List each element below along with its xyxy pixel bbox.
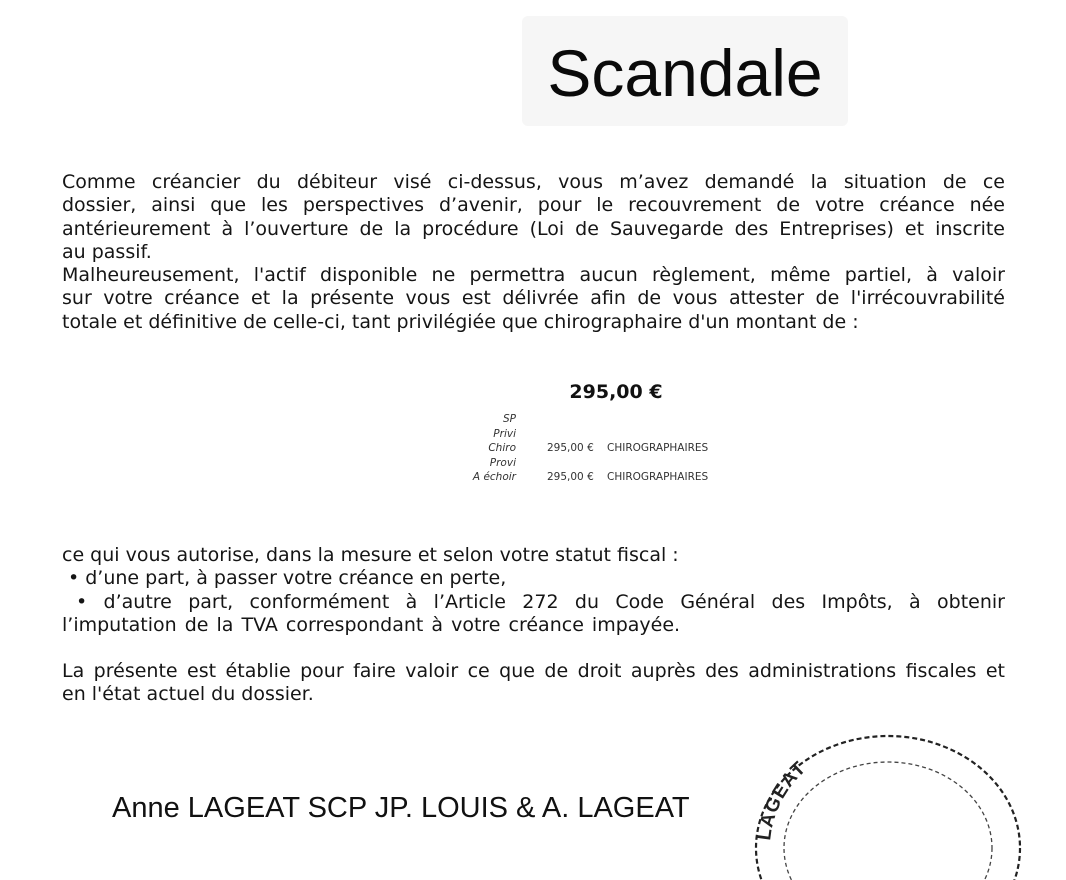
breakdown-amount: 295,00 € (547, 471, 594, 483)
paragraph-line: dossier, ainsi que les perspectives d’avenir, pour le recouvrement de votre créance née (62, 194, 1005, 217)
fiscal-bullet-vat: • d’autre part, conformément à l’Article 272 du Code Général des Impôts, à obtenir (76, 590, 1005, 613)
closing-paragraph (62, 660, 1005, 707)
claim-breakdown (440, 412, 760, 485)
breakdown-row (440, 427, 760, 442)
fiscal-intro: ce qui vous autorise, dans la mesure et selon votre statut fiscal : (62, 544, 679, 566)
claim-total: 295,00 € (569, 381, 663, 403)
paragraph-line: sur votre créance et la présente vous est délivrée afin de vous attester de l'irrécouvrabilité (62, 287, 1005, 310)
breakdown-amount: 295,00 € (547, 442, 594, 454)
breakdown-row (440, 412, 760, 427)
breakdown-type: CHIROGRAPHAIRES (607, 471, 709, 483)
closing-line: en l'état actuel du dossier. (62, 683, 314, 706)
stamp-inner-ring (784, 762, 992, 880)
paragraph-line: antérieurement à l’ouverture de la procédure (Loi de Sauvegarde des Entreprises) et inscrite (62, 217, 1005, 240)
fiscal-bullet-vat-continued: l’imputation de la TVA correspondant à votre créance impayée. (62, 613, 681, 636)
fiscal-bullet-loss: • d’une part, à passer votre créance en perte, (68, 567, 507, 590)
breakdown-type: CHIROGRAPHAIRES (607, 442, 709, 454)
paragraph-request (62, 171, 1005, 264)
paragraph-line: au passif. (62, 240, 152, 263)
breakdown-label: Chiro (488, 442, 516, 454)
title-box (522, 16, 848, 126)
breakdown-label: A échoir (472, 471, 516, 483)
paragraph-irrecoverable (62, 264, 1005, 334)
document-title: Scandale (547, 36, 823, 110)
signature-line: Anne LAGEAT SCP JP. LOUIS & A. LAGEAT (112, 792, 690, 824)
breakdown-row (440, 456, 760, 471)
breakdown-label: Privi (493, 427, 516, 440)
official-stamp (740, 730, 1040, 880)
closing-line: La présente est établie pour faire valoir ce que de droit auprès des administrations fiscales et (62, 660, 1005, 682)
breakdown-label: Provi (489, 456, 516, 469)
breakdown-row (440, 470, 760, 485)
paragraph-line: Malheureusement, l'actif disponible ne permettra aucun règlement, même partiel, à valoir (62, 264, 1005, 286)
stamp-text: LAGEAT (754, 757, 811, 842)
breakdown-label: SP (503, 413, 516, 425)
paragraph-line: totale et définitive de celle-ci, tant privilégiée que chirographaire d'un montant de : (62, 310, 859, 333)
paragraph-line: Comme créancier du débiteur visé ci-dessus, vous m’avez demandé la situation de ce (62, 171, 1005, 193)
breakdown-row (440, 441, 760, 456)
fiscal-section (62, 544, 1005, 637)
